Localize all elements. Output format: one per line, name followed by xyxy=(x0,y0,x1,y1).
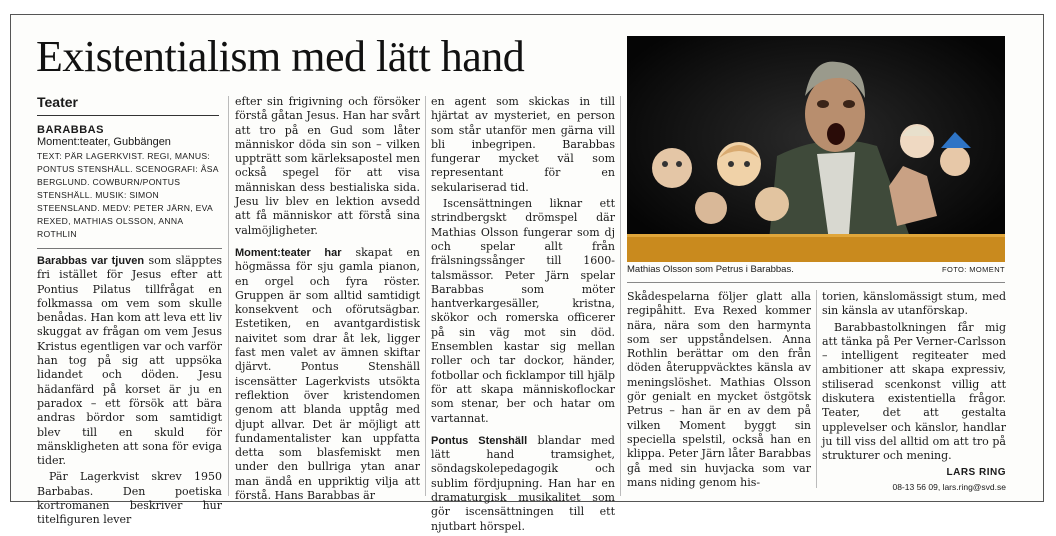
performer-with-dolls-illustration xyxy=(627,36,1005,262)
stage-photo xyxy=(627,36,1005,262)
fact-box-rule xyxy=(37,248,222,249)
paragraph-text: blandar med lätt hand tramsighet, söndagskolepedagogik och sublim fördjupning. Han har en dramaturgisk musikalitet som gör iscensättningen till ett njutbart hörspel. xyxy=(431,433,615,533)
column-2 xyxy=(235,95,420,505)
caption-text: Mathias Olsson som Petrus i Barabbas. xyxy=(627,264,794,275)
author-contact: 08-13 56 09, lars.ring@svd.se xyxy=(892,481,1006,492)
column-divider xyxy=(425,96,426,496)
section-rule xyxy=(37,115,219,116)
paragraph: Barabbastolkningen får mig att tänka på Per Verner-Carlsson – intelligent regiteater med ambitioner att skapa expressiv, stiliserad scenkonst villig att diskutera existentiella frågor. Teater, det att gestalta upplevelser och känslor, handlar ju till viss del alltid om att tro på strukturer och mening. xyxy=(822,320,1006,463)
paragraph: en agent som skickas in till hjärtat av mysteriet, en person som står utanför men gärna vill bli inbegripen. Barabbas fungerar mycket väl som representant för en sekulariserad tid. xyxy=(431,95,615,194)
paragraph: torien, känslomässigt stum, med sin känsla av utanförskap. xyxy=(822,290,1006,318)
paragraph-text: som släpptes fri istället för Jesus efter att Pontius Pilatus tillfrågat en folkmassa om vem som skulle benådas. Han kom att leva ett liv skuggat av frågan om vem Jesus Kristus egentligen var och varför han tog på sig att uppsöka lidandet och döden. Jesu hädanfärd på korset är ju en paradox – ett försök att bära andras bördor som samtidigt blev till en skuld för mänskligheten att sona för eviga tider. xyxy=(37,254,223,468)
column-divider xyxy=(816,290,817,488)
paragraph-text: skapat en högmässa för sju gamla pianon, en orgel och fyra röster. Gruppen är som alltid samtidigt konsekvent och oförutsägbar. Estetiken, en avantgardistisk naivitet som drar åt lek, ligger fast men valet av ämnen skiftar djärvt. Pontus Stenshäll iscensätter Lagerkvists utsökta reflektion över kristendomen genom att blanda upptåg med djupt allvar. Det är möjligt att fundamentalister kan uppfatta detta som blasfemiskt men under den bullriga ytan anar man ändå en uppriktig vilja att förstå. Hans Barabbas är xyxy=(235,245,420,503)
paragraph: Skådespelarna följer glatt alla regipåhitt. Eva Rexed kommer nära, nära som den harmynta som ser uppståndelsen. Anna Rothlin berättar om den från döden återuppväcktes känsla av meningslöshet. Mathias Olsson gör genialt en mycket östgötsk Petrus – han är en av dem på vilken Moment byggt sin speciella spelstil, också han en klippa. Peter Järn låter Barabbas gå med sin huvjacka som var mans niding genom his- xyxy=(627,290,811,489)
paragraph: Iscensättningen liknar ett strindbergskt drömspel där Mathias Olsson fungerar som dj och spelar allt från frälsningssånger till 1600-talsmässor. Peter Järn spelar Barabbas som möter hantverkargesäller, kristna, skökor och romerska officerer på sin väg mot sin död. Ensemblen kastar sig mellan roller och tar dockor, händer, fotbollar och ficklampor till hjälp för att skapa människoflockar som stenar, ber och hatar om vartannat. xyxy=(431,197,615,425)
column-4 xyxy=(627,290,811,492)
photo-caption xyxy=(627,264,1005,275)
lead-in: Barabbas var tjuven xyxy=(37,255,145,267)
column-3 xyxy=(431,95,615,536)
column-divider xyxy=(228,96,229,496)
headline: Existentialism med lätt hand xyxy=(36,32,525,81)
venue: Moment:teater, Gubbängen xyxy=(37,136,171,148)
paragraph xyxy=(37,254,222,468)
lead-in: Moment:teater har xyxy=(235,246,342,259)
column-1 xyxy=(37,254,222,530)
credits: TEXT: PÄR LAGERKVIST. REGI, MANUS: PONTUS STENSHÄLL. SCENOGRAFI: ÅSA BERGLUND. COWBURN/PONTUS STENSHÄLL. MUSIK: SIMON STEENSLAND. MEDV: PETER JÄRN, EVA REXED, MATHIAS OLSSON, ANNA ROTHLIN xyxy=(37,151,219,239)
author-signature: LARS RING xyxy=(946,466,1006,478)
column-divider xyxy=(620,96,621,496)
caption-rule xyxy=(627,282,1005,283)
paragraph: efter sin frigivning och försöker förstå gåtan Jesus. Han har svårt att tro på en Gud som låter människor döda sin son – vilken uppträtt som kärleksapostel men också spegel för att visa människan dess bestialiska sida. Jesu liv blev en lektion avsedd att få människor att förstå sina valmöjligheter. xyxy=(235,95,420,237)
photo-credit: FOTO: MOMENT xyxy=(942,265,1005,274)
fact-box xyxy=(37,124,222,241)
play-title: BARABBAS xyxy=(37,124,104,136)
paragraph: Pär Lagerkvist skrev 1950 Barbabas. Den poetiska kortromanen beskriver hur titelfiguren lever xyxy=(37,470,222,527)
lead-in: Pontus Stenshäll xyxy=(431,434,528,447)
paragraph xyxy=(431,434,615,534)
column-5 xyxy=(822,290,1006,494)
section-label: Teater xyxy=(37,94,78,110)
paragraph xyxy=(235,246,420,503)
